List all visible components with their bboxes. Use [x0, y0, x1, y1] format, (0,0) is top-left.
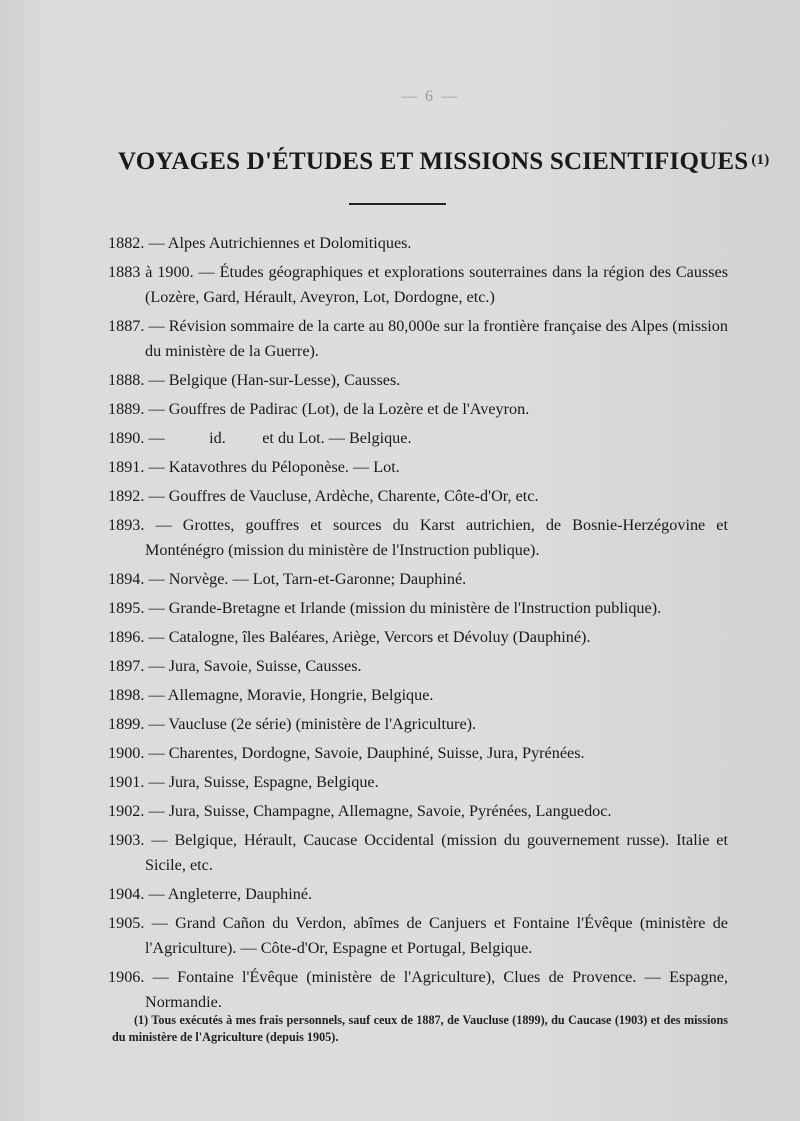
entry-year: 1890. [108, 429, 145, 447]
entry-year: 1888. [108, 371, 145, 389]
entry [108, 314, 728, 364]
entry-text: — Angleterre, Dauphiné. [144, 885, 313, 903]
entry-text: — Grottes, gouffres et sources du Karst autrichien, de Bosnie-Herzégovine et Monténégro (mission du ministère de l'Instruction publique). [144, 516, 728, 559]
entry [108, 260, 728, 310]
entry [108, 965, 728, 1015]
entry-year: 1889. [108, 400, 145, 418]
entry [108, 231, 728, 256]
title-divider [349, 203, 446, 205]
entry-year: 1883 à 1900. [108, 263, 194, 281]
entry [108, 683, 728, 708]
entry-year: 1891. [108, 458, 145, 476]
entry-text: — Jura, Suisse, Champagne, Allemagne, Savoie, Pyrénées, Languedoc. [144, 802, 612, 820]
entry-year: 1906. [108, 968, 145, 986]
entry-text: — Grand Cañon du Verdon, abîmes de Canjuers et Fontaine l'Évêque (ministère de l'Agriculture). — Côte-d'Or, Espagne et Portugal, Belgique. [144, 914, 728, 957]
entry-text: — Katavothres du Péloponèse. — Lot. [144, 458, 400, 476]
page-number: — 6 — [401, 88, 459, 105]
entry-year: 1899. [108, 715, 145, 733]
entry-text: — Études géographiques et explorations souterraines dans la région des Causses (Lozère, Gard, Hérault, Aveyron, Lot, Dordogne, etc.) [145, 263, 728, 306]
entry [108, 911, 728, 961]
entry-text: — Catalogne, îles Baléares, Ariège, Vercors et Dévoluy (Dauphiné). [144, 628, 591, 646]
entry-year: 1895. [108, 599, 145, 617]
entry-text: — Gouffres de Padirac (Lot), de la Lozère et de l'Aveyron. [144, 400, 530, 418]
page-title-text: VOYAGES D'ÉTUDES ET MISSIONS SCIENTIFIQUES [118, 148, 749, 175]
entry-year: 1897. [108, 657, 145, 675]
entry-year: 1903. [108, 831, 145, 849]
entry-year: 1882. [108, 234, 145, 252]
entry-text: — Norvège. — Lot, Tarn-et-Garonne; Dauphiné. [144, 570, 467, 588]
entry-text: — Allemagne, Moravie, Hongrie, Belgique. [144, 686, 434, 704]
entry-text: — id. et du Lot. — Belgique. [144, 429, 412, 447]
entry [108, 741, 728, 766]
entry-year: 1904. [108, 885, 145, 903]
entry-text: — Jura, Savoie, Suisse, Causses. [144, 657, 362, 675]
entry-text: — Grande-Bretagne et Irlande (mission du ministère de l'Instruction publique). [144, 599, 662, 617]
footnote: (1) Tous exécutés à mes frais personnels, sauf ceux de 1887, de Vaucluse (1899), du Caucase (1903) et des missions du ministère de l'Agriculture (depuis 1905). [112, 1013, 728, 1044]
entry-year: 1898. [108, 686, 145, 704]
entry-year: 1902. [108, 802, 145, 820]
entry-text: — Belgique, Hérault, Caucase Occidental (mission du gouvernement russe). Italie et Sicile, etc. [144, 831, 728, 874]
page-title [118, 148, 770, 176]
entry-year: 1894. [108, 570, 145, 588]
entry [108, 712, 728, 737]
entry [108, 799, 728, 824]
entry-text: — Jura, Suisse, Espagne, Belgique. [144, 773, 379, 791]
entry-text: — Fontaine l'Évêque (ministère de l'Agriculture), Clues de Provence. — Espagne, Normandie. [144, 968, 728, 1011]
entry-text: — Révision sommaire de la carte au 80,000e sur la frontière française des Alpes (mission du ministère de la Guerre). [144, 317, 728, 360]
title-footnote-marker: (1) [751, 152, 770, 168]
entry-text: — Gouffres de Vaucluse, Ardèche, Charente, Côte-d'Or, etc. [144, 487, 539, 505]
entry [108, 828, 728, 878]
entry [108, 567, 728, 592]
entry-year: 1893. [108, 516, 145, 534]
entry [108, 770, 728, 795]
entry [108, 397, 728, 422]
entry [108, 596, 728, 621]
entry [108, 654, 728, 679]
entry [108, 513, 728, 563]
entry-year: 1905. [108, 914, 145, 932]
entry-year: 1892. [108, 487, 145, 505]
entry [108, 368, 728, 393]
entry-text: — Belgique (Han-sur-Lesse), Causses. [144, 371, 401, 389]
entry [108, 484, 728, 509]
entry-list [108, 231, 728, 1019]
entry-text: — Alpes Autrichiennes et Dolomitiques. [144, 234, 412, 252]
entry-year: 1901. [108, 773, 145, 791]
entry [108, 426, 728, 451]
entry-text: — Vaucluse (2e série) (ministère de l'Agriculture). [144, 715, 477, 733]
entry-year: 1896. [108, 628, 145, 646]
entry-year: 1900. [108, 744, 145, 762]
entry-text: — Charentes, Dordogne, Savoie, Dauphiné, Suisse, Jura, Pyrénées. [144, 744, 585, 762]
entry-year: 1887. [108, 317, 145, 335]
entry [108, 882, 728, 907]
entry [108, 455, 728, 480]
entry [108, 625, 728, 650]
